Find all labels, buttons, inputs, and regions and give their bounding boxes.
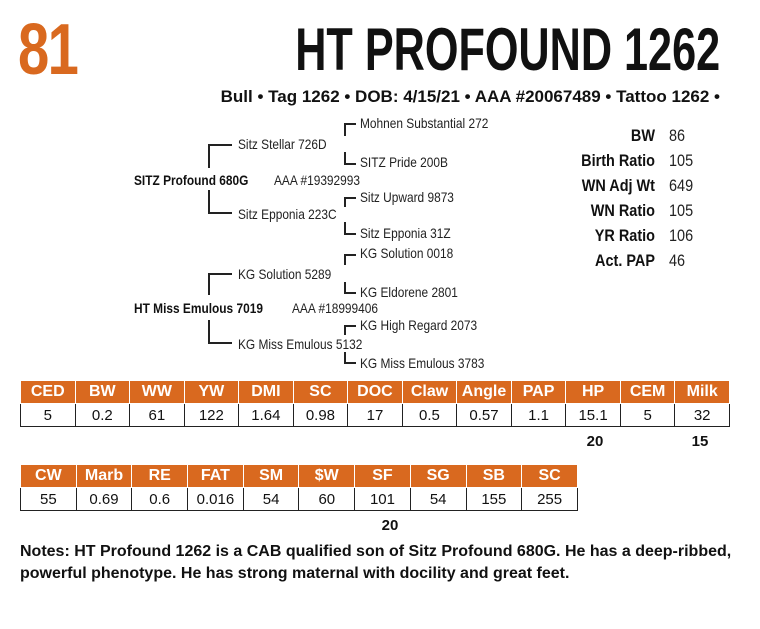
stat-label: YR Ratio (594, 225, 655, 245)
epd-value: 255 (522, 488, 578, 511)
epd-value: 101 (355, 488, 411, 511)
pedigree-line (208, 190, 210, 214)
epd-header: PAP (511, 381, 566, 404)
dam-name: HT Miss Emulous 7019 (134, 300, 263, 316)
epd-value: 60 (299, 488, 355, 511)
epd-header: Angle (457, 381, 512, 404)
epd-value: 0.6 (132, 488, 188, 511)
stat-value: 106 (669, 225, 694, 245)
epd-header: SF (355, 465, 411, 488)
epd-header: CEM (620, 381, 675, 404)
epd-value: 32 (675, 404, 730, 427)
stat-value: 649 (669, 175, 694, 195)
pedigree-line (208, 320, 210, 344)
sire-name: SITZ Profound 680G (134, 172, 249, 188)
pedigree-line (208, 273, 210, 295)
sire-sire-dam: SITZ Pride 200B (360, 154, 448, 170)
milk-accuracy: 15 (691, 433, 709, 450)
epd-header: CED (21, 381, 76, 404)
stat-value: 86 (669, 125, 686, 145)
epd-value: 0.016 (188, 488, 244, 511)
pedigree-line (208, 342, 232, 344)
epd-header: CW (21, 465, 77, 488)
pedigree-line (344, 197, 356, 199)
stat-row (555, 223, 705, 248)
pedigree-line (344, 163, 356, 165)
pedigree-line (208, 212, 232, 214)
animal-info-line: Bull • Tag 1262 • DOB: 4/15/21 • AAA #20067489 • Tattoo 1262 • (220, 87, 720, 106)
stat-value: 105 (669, 150, 694, 170)
epd-value: 5 (21, 404, 76, 427)
epd-header: RE (132, 465, 188, 488)
pedigree-line (208, 144, 232, 146)
epd-value: 1.1 (511, 404, 566, 427)
epd-value: 15.1 (566, 404, 621, 427)
epd-value: 1.64 (239, 404, 294, 427)
pedigree-line (344, 325, 356, 327)
sire-dam: Sitz Epponia 223C (238, 206, 337, 222)
epd-header: SB (466, 465, 522, 488)
notes: Notes: HT Profound 1262 is a CAB qualified son of Sitz Profound 680G. He has a deep-ribbed, powerful phenotype. He has strong maternal with docility and great feet. (20, 543, 732, 582)
performance-stats (555, 123, 705, 273)
epd-value: 54 (410, 488, 466, 511)
epd-table-2 (20, 464, 578, 511)
epd-value: 0.57 (457, 404, 512, 427)
epd-value: 155 (466, 488, 522, 511)
dam-sire-sire: KG Solution 0018 (360, 245, 454, 261)
epd-header: WW (130, 381, 185, 404)
epd-header: DMI (239, 381, 294, 404)
pedigree-line (344, 362, 356, 364)
epd-header: YW (184, 381, 239, 404)
epd-header: $W (299, 465, 355, 488)
stat-row (555, 173, 705, 198)
pedigree-line (208, 273, 232, 275)
stat-label: Birth Ratio (581, 150, 655, 170)
epd-header: SM (243, 465, 299, 488)
dam-aaa: AAA #18999406 (292, 300, 379, 316)
epd-header: Claw (402, 381, 457, 404)
epd-value: 55 (21, 488, 77, 511)
epd-header: BW (75, 381, 130, 404)
epd-value: 0.69 (76, 488, 132, 511)
epd-value: 5 (620, 404, 675, 427)
dam-dam-dam: KG Miss Emulous 3783 (360, 355, 485, 371)
sire-sire: Sitz Stellar 726D (238, 136, 327, 152)
epd-value: 0.98 (293, 404, 348, 427)
epd-value: 0.5 (402, 404, 457, 427)
stat-label: WN Adj Wt (581, 175, 655, 195)
epd-header-row (21, 381, 730, 404)
stat-value: 46 (669, 250, 686, 270)
animal-name: HT PROFOUND 1262 (295, 16, 720, 83)
epd-table-1 (20, 380, 730, 427)
pedigree-line (208, 144, 210, 168)
pedigree-line (344, 254, 356, 256)
dam-sire-dam: KG Eldorene 2801 (360, 284, 458, 300)
sire-dam-sire: Sitz Upward 9873 (360, 189, 454, 205)
epd-value: 17 (348, 404, 403, 427)
stat-row (555, 148, 705, 173)
epd-value: 0.2 (75, 404, 130, 427)
epd-header: Marb (76, 465, 132, 488)
sire-sire-sire: Mohnen Substantial 272 (360, 115, 489, 131)
stat-row (555, 198, 705, 223)
dam-sire: KG Solution 5289 (238, 266, 332, 282)
epd-value-row (21, 404, 730, 427)
stat-label: Act. PAP (595, 250, 655, 270)
hp-accuracy: 20 (586, 433, 604, 450)
stat-value: 105 (669, 200, 694, 220)
epd-header: Milk (675, 381, 730, 404)
epd-value: 122 (184, 404, 239, 427)
stat-label: BW (630, 125, 655, 145)
pedigree-line (344, 233, 356, 235)
dam-dam-sire: KG High Regard 2073 (360, 317, 478, 333)
epd-header: SG (410, 465, 466, 488)
stat-row (555, 123, 705, 148)
pedigree-line (344, 123, 356, 125)
epd-header: HP (566, 381, 621, 404)
epd-header: FAT (188, 465, 244, 488)
epd-header-row (21, 465, 578, 488)
sire-dam-dam: Sitz Epponia 31Z (360, 225, 451, 241)
lot-number: 81 (18, 10, 78, 90)
pedigree-line (344, 292, 356, 294)
stat-label: WN Ratio (590, 200, 655, 220)
epd-header: SC (522, 465, 578, 488)
epd-value-row (21, 488, 578, 511)
epd-value: 54 (243, 488, 299, 511)
stat-row (555, 248, 705, 273)
epd-value: 61 (130, 404, 185, 427)
sf-accuracy: 20 (381, 517, 399, 534)
epd-header: SC (293, 381, 348, 404)
epd-header: DOC (348, 381, 403, 404)
dam-dam: KG Miss Emulous 5132 (238, 336, 363, 352)
sire-aaa: AAA #19392993 (274, 172, 361, 188)
